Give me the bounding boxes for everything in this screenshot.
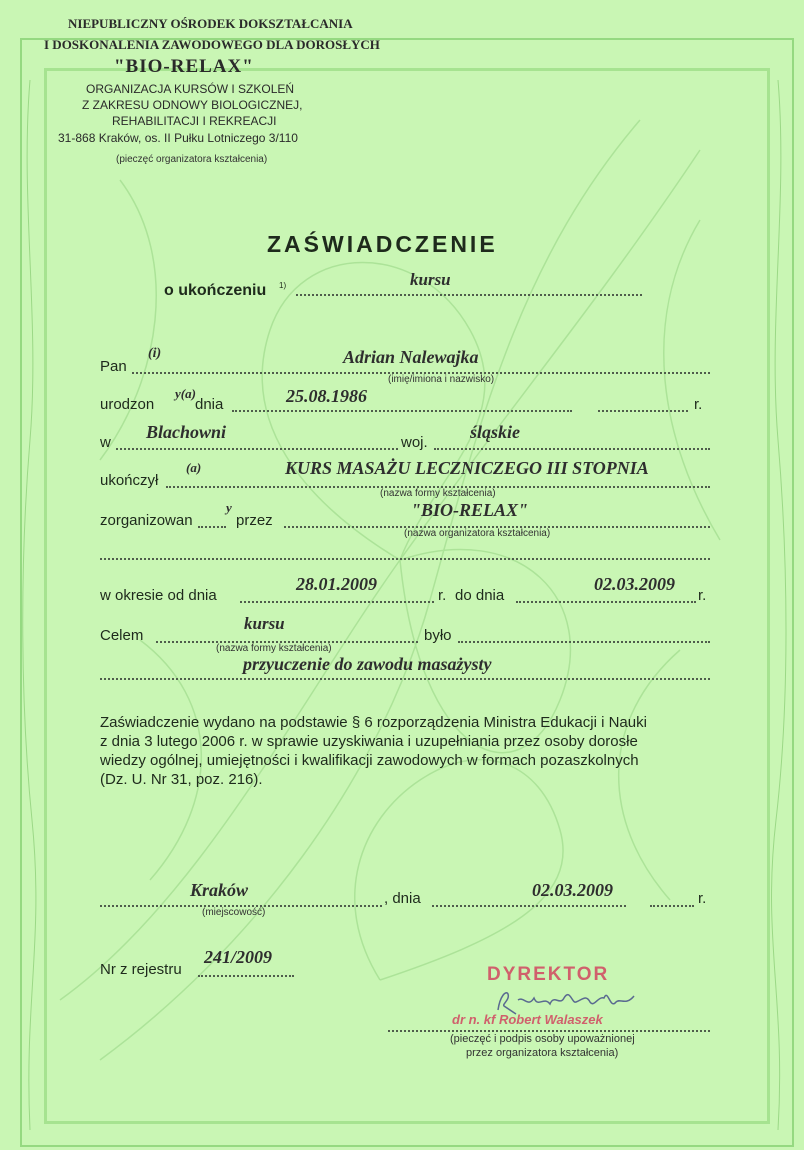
course-name-value: KURS MASAŻU LECZNICZEGO III STOPNIA <box>285 458 649 478</box>
date-to-line <box>516 601 696 603</box>
legal-basis-line-3: wiedzy ogólnej, umiejętności i kwalifikacji zawodowych w formach pozaszkolnych <box>100 752 639 769</box>
period-label: w okresie od dnia <box>100 587 217 604</box>
organized-label: zorganizowan <box>100 512 193 529</box>
signature-caption-2: przez organizatora kształcenia) <box>466 1047 619 1059</box>
issue-date-value: 02.03.2009 <box>532 880 613 900</box>
birth-date-line-2 <box>598 410 688 412</box>
date-from-r: r. <box>438 587 447 604</box>
legal-basis-line-4: (Dz. U. Nr 31, poz. 216). <box>100 771 263 788</box>
organizer-value: "BIO-RELAX" <box>411 500 529 520</box>
stamp-line-1: NIEPUBLICZNY OŚRODEK DOKSZTAŁCANIA <box>68 16 353 31</box>
woj-label: woj. <box>401 434 428 451</box>
subtitle-footnote: 1) <box>279 281 287 290</box>
goal-text-value: przyuczenie do zawodu masażysty <box>243 654 492 674</box>
date-from-line <box>240 601 434 603</box>
signature-caption-1: (pieczęć i podpis osoby upoważnionej <box>450 1033 635 1045</box>
registry-line <box>198 975 294 977</box>
signature-line <box>388 1030 710 1032</box>
name-caption: (imię/imiona i nazwisko) <box>388 374 495 385</box>
birth-place-line <box>116 448 398 450</box>
stamp-line-6: 31-868 Kraków, os. II Pułku Lotniczego 3/110 <box>58 131 298 145</box>
issue-date-line-2 <box>650 905 694 907</box>
form-type-value: kursu <box>410 270 451 289</box>
date-to-value: 02.03.2009 <box>594 574 675 594</box>
organizer-line-2 <box>100 558 710 560</box>
organized-suffix: y <box>226 500 232 515</box>
stamp-line-3: ORGANIZACJA KURSÓW I SZKOLEŃ <box>86 82 295 96</box>
stamp-line-4: Z ZAKRESU ODNOWY BIOLOGICZNEJ, <box>82 98 303 112</box>
legal-basis-line-1: Zaświadczenie wydano na podstawie § 6 rozporządzenia Ministra Edukacji i Nauki <box>100 714 647 731</box>
w-label: w <box>100 434 111 451</box>
voivodeship-value: śląskie <box>470 422 521 442</box>
stamp-line-5: REHABILITACJI I REKREACJI <box>112 114 277 128</box>
issue-dnia-label: , dnia <box>384 890 421 907</box>
organizer-caption: (nazwa organizatora kształcenia) <box>404 528 551 539</box>
do-dnia-label: do dnia <box>455 587 505 604</box>
voivodeship-line <box>434 448 710 450</box>
document-title: ZAŚWIADCZENIE <box>267 231 498 257</box>
issue-date-r: r. <box>698 890 707 907</box>
stamp-caption: (pieczęć organizatora kształcenia) <box>116 154 268 165</box>
goal-caption: (nazwa formy kształcenia) <box>216 643 332 654</box>
date-to-r: r. <box>698 587 707 604</box>
born-label: urodzon <box>100 396 155 413</box>
registry-label: Nr z rejestru <box>100 961 182 978</box>
course-caption: (nazwa formy kształcenia) <box>380 488 496 499</box>
goal-line <box>458 641 710 643</box>
form-type-line <box>296 294 642 296</box>
issue-place-caption: (miejscowość) <box>202 907 266 918</box>
completed-suffix: (a) <box>186 460 202 475</box>
birth-date-r: r. <box>694 396 703 413</box>
birth-place-value: Blachowni <box>146 422 227 442</box>
date-from-value: 28.01.2009 <box>296 574 377 594</box>
full-name-value: Adrian Nalewajka <box>343 347 479 367</box>
born-suffix: y(a) <box>175 386 196 401</box>
goal-label: Celem <box>100 627 144 644</box>
stamp-line-2: I DOSKONALENIA ZAWODOWEGO DLA DOROSŁYCH <box>44 37 380 52</box>
organized-suffix-line <box>198 526 226 528</box>
goal-line-2 <box>100 678 710 680</box>
subtitle: o ukończeniu <box>164 282 267 299</box>
przez-label: przez <box>236 512 273 529</box>
pan-label: Pan <box>100 358 127 375</box>
director-stamp: DYREKTOR <box>487 964 610 985</box>
legal-basis-line-2: z dnia 3 lutego 2006 r. w sprawie uzyskiwania i uzupełniania przez osoby dorosłe <box>100 733 638 750</box>
stamp-brand: "BIO-RELAX" <box>114 56 254 77</box>
issue-place-value: Kraków <box>190 880 249 900</box>
born-dnia-label: dnia <box>195 396 224 413</box>
director-name-stamp: dr n. kf Robert Walaszek <box>452 1012 603 1027</box>
bylo-label: było <box>424 627 452 644</box>
issue-date-line <box>432 905 626 907</box>
birth-date-line <box>232 410 572 412</box>
registry-number-value: 241/2009 <box>204 947 273 967</box>
pan-suffix: (i) <box>148 346 162 361</box>
completed-label: ukończył <box>100 472 159 489</box>
goal-form-value: kursu <box>244 614 285 633</box>
birth-date-value: 25.08.1986 <box>286 386 367 406</box>
